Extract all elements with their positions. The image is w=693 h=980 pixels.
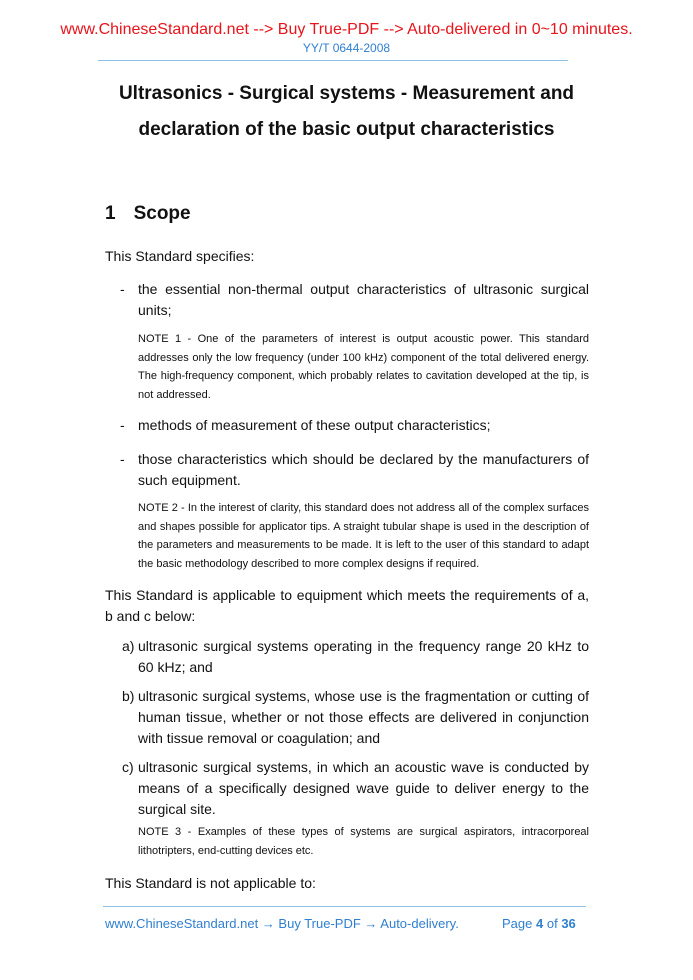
note-2: NOTE 2 - In the interest of clarity, this standard does not address all of the complex surfaces and shapes possible for applicator tips. A straight tubular shape is used in the description of the parameters and measurements to be made. It is left to the user of this standard to adapt the basic methodology described to more complex designs if required.: [138, 502, 589, 570]
note-1: NOTE 1 - One of the parameters of interest is output acoustic power. This standard addresses only the low frequency (under 100 kHz) component of the total delivered energy. The high-frequency component, which probably relates to cavitation developed at the tip, is not addressed.: [138, 333, 589, 401]
footer-divider: [103, 906, 586, 907]
applicable-text: This Standard is applicable to equipment which meets the requirements of a, b and c below:: [105, 587, 589, 624]
bullet-item: - methods of measurement of these output characteristics;: [120, 417, 491, 433]
title-line-1: Ultrasonics - Surgical systems - Measurement and: [118, 83, 575, 104]
bullet-item: - the essential non-thermal output characteristics of ultrasonic surgical units;: [120, 281, 589, 318]
title-line-2: declaration of the basic output characteristics: [138, 119, 555, 140]
not-applicable-text: This Standard is not applicable to:: [105, 875, 316, 891]
list-item-b: b) ultrasonic surgical systems, whose use is the fragmentation or cutting of human tissue, whether or not those effects are delivered in conjunction with tissue removal or coagulation; and: [122, 688, 589, 746]
header-divider: [98, 60, 568, 61]
section-heading: 1 Scope: [105, 203, 191, 224]
list-item-a: a) ultrasonic surgical systems operating in the frequency range 20 kHz to 60 kHz; and: [122, 638, 589, 675]
intro-text: This Standard specifies:: [105, 248, 255, 264]
note-3: NOTE 3 - Examples of these types of systems are surgical aspirators, intracorporeal lithotripters, end-cutting devices etc.: [138, 826, 589, 857]
document-body: [105, 76, 589, 894]
list-item-c: c) ultrasonic surgical systems, in which an acoustic wave is conducted by means of a specifically designed wave guide to deliver energy to the surgical site.: [122, 759, 589, 817]
document-id: YY/T 0644-2008: [302, 41, 391, 55]
footer-link[interactable]: www.ChineseStandard.net: [105, 916, 259, 931]
bullet-item: - those characteristics which should be declared by the manufacturers of such equipment.: [120, 451, 589, 488]
header-banner[interactable]: www.ChineseStandard.net --> Buy True-PDF --> Auto-delivered in 0~10 minutes.: [60, 21, 633, 38]
page-number: Page 4 of 36: [502, 916, 576, 931]
footer-promo: www.ChineseStandard.net → Buy True-PDF → Auto-delivery.: [105, 916, 459, 931]
